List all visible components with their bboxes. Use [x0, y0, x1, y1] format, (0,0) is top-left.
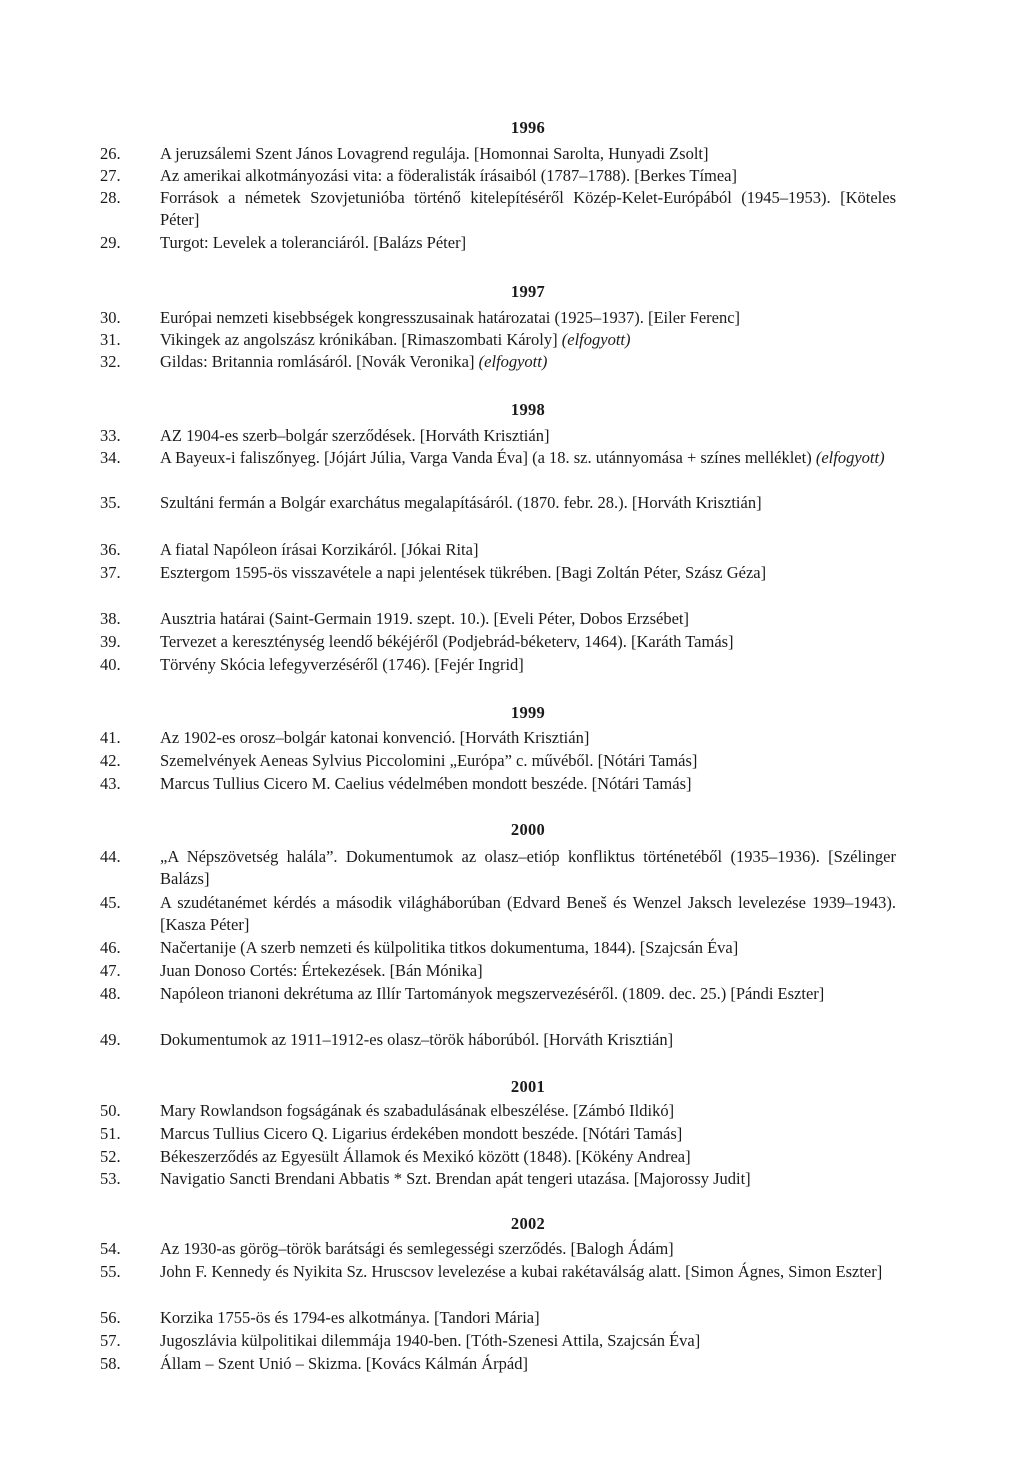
item-text: Turgot: Levelek a toleranciáról. [Balázs Péter]	[160, 233, 467, 252]
item-number: 50.	[100, 1101, 121, 1120]
item-text: Szultáni fermán a Bolgár exarchátus megalapításáról. (1870. febr. 28.). [Horváth Krisztián]	[160, 493, 762, 512]
item-number: 45.	[100, 893, 121, 912]
item-number: 44.	[100, 847, 121, 866]
item-text: Jugoszlávia külpolitikai dilemmája 1940-ben. [Tóth-Szenesi Attila, Szajcsán Éva]	[160, 1331, 701, 1350]
item-text: Ausztria határai (Saint-Germain 1919. szept. 10.). [Eveli Péter, Dobos Erzsébet]	[160, 609, 689, 628]
item-number: 39.	[100, 632, 121, 651]
item-text: John F. Kennedy és Nyikita Sz. Hruscsov levelezése a kubai rakétaválság alatt. [Simon Ágnes, Simon Eszter]	[160, 1262, 883, 1281]
out-of-print-note: (elfogyott)	[478, 352, 548, 371]
item-number: 36.	[100, 540, 121, 559]
item-text: A jeruzsálemi Szent János Lovagrend regulája. [Homonnai Sarolta, Hunyadi Zsolt]	[160, 144, 709, 163]
item-number: 57.	[100, 1331, 121, 1350]
item-number: 55.	[100, 1262, 121, 1281]
item-text: Korzika 1755-ös és 1794-es alkotmánya. [Tandori Mária]	[160, 1308, 540, 1327]
item-text: A Bayeux-i faliszőnyeg. [Jójárt Júlia, Varga Vanda Éva] (a 18. sz. utánnyomása + színes melléklet) (elfogyott)	[160, 448, 885, 467]
item-number: 28.	[100, 188, 121, 207]
item-text: Európai nemzeti kisebbségek kongresszusainak határozatai (1925–1937). [Eiler Ferenc]	[160, 308, 741, 327]
out-of-print-note: (elfogyott)	[815, 448, 885, 467]
item-text: Az 1902-es orosz–bolgár katonai konvenció. [Horváth Krisztián]	[160, 728, 590, 747]
item-number: 56.	[100, 1308, 121, 1327]
item-text: Törvény Skócia lefegyverzéséről (1746). [Fejér Ingrid]	[160, 655, 524, 674]
item-text: Az 1930-as görög–török barátsági és semlegességi szerződés. [Balogh Ádám]	[160, 1239, 674, 1258]
item-text: Vikingek az angolszász krónikában. [Rimaszombati Károly] (elfogyott)	[160, 330, 631, 349]
item-number: 37.	[100, 563, 121, 582]
out-of-print-note: (elfogyott)	[561, 330, 631, 349]
item-number: 34.	[100, 448, 121, 467]
year-heading: 2002	[510, 1214, 546, 1233]
item-number: 49.	[100, 1030, 121, 1049]
item-number: 29.	[100, 233, 121, 252]
year-heading: 2001	[510, 1077, 546, 1096]
item-text: Az amerikai alkotmányozási vita: a föderalisták írásaiból (1787–1788). [Berkes Tímea]	[160, 166, 738, 185]
item-text: A fiatal Napóleon írásai Korzikáról. [Jókai Rita]	[160, 540, 479, 559]
item-text: Marcus Tullius Cicero M. Caelius védelmében mondott beszéde. [Nótári Tamás]	[160, 774, 692, 793]
item-text: AZ 1904-es szerb–bolgár szerződések. [Horváth Krisztián]	[160, 426, 550, 445]
year-heading: 1996	[510, 118, 546, 137]
item-number: 48.	[100, 984, 121, 1003]
item-number: 58.	[100, 1354, 121, 1373]
item-number: 43.	[100, 774, 121, 793]
item-text: A szudétanémet kérdés a második világháborúban (Edvard Beneš és Wenzel Jaksch levelezése 1939–1943). [Kasza Péter]	[160, 893, 896, 934]
item-text: Szemelvények Aeneas Sylvius Piccolomini „Európa” c. művéből. [Nótári Tamás]	[160, 751, 698, 770]
item-number: 32.	[100, 352, 121, 371]
item-number: 47.	[100, 961, 121, 980]
item-text: „A Népszövetség halála”. Dokumentumok az olasz–etióp konfliktus történetéből (1935–1936). [Szélinger Balázs]	[160, 847, 896, 888]
item-number: 51.	[100, 1124, 121, 1143]
item-number: 30.	[100, 308, 121, 327]
year-heading: 1997	[510, 282, 546, 301]
year-heading: 1998	[510, 400, 546, 419]
item-text: Marcus Tullius Cicero Q. Ligarius érdekében mondott beszéde. [Nótári Tamás]	[160, 1124, 683, 1143]
item-number: 53.	[100, 1169, 121, 1188]
year-heading: 1999	[510, 703, 546, 722]
item-number: 41.	[100, 728, 121, 747]
item-number: 52.	[100, 1147, 121, 1166]
item-text: Állam – Szent Unió – Skizma. [Kovács Kálmán Árpád]	[160, 1354, 528, 1373]
item-text: Napóleon trianoni dekrétuma az Illír Tartományok megszervezéséről. (1809. dec. 25.) [Pándi Eszter]	[160, 984, 825, 1003]
item-number: 27.	[100, 166, 121, 185]
item-number: 31.	[100, 330, 121, 349]
item-text: Načertanije (A szerb nemzeti és külpolitika titkos dokumentuma, 1844). [Szajcsán Éva]	[160, 938, 739, 957]
item-number: 46.	[100, 938, 121, 957]
item-text: Juan Donoso Cortés: Értekezések. [Bán Mónika]	[160, 961, 483, 980]
year-heading: 2000	[510, 820, 546, 839]
item-number: 54.	[100, 1239, 121, 1258]
item-number: 35.	[100, 493, 121, 512]
item-text: Navigatio Sancti Brendani Abbatis * Szt. Brendan apát tengeri utazása. [Majorossy Judit]	[160, 1169, 751, 1188]
item-text: Gildas: Britannia romlásáról. [Novák Veronika] (elfogyott)	[160, 352, 548, 371]
item-text: Dokumentumok az 1911–1912-es olasz–török háborúból. [Horváth Krisztián]	[160, 1030, 674, 1049]
item-number: 26.	[100, 144, 121, 163]
item-number: 33.	[100, 426, 121, 445]
item-text: Mary Rowlandson fogságának és szabadulásának elbeszélése. [Zámbó Ildikó]	[160, 1101, 675, 1120]
item-number: 42.	[100, 751, 121, 770]
item-text: Források a németek Szovjetunióba történő kitelepítéséről Közép-Kelet-Európából (1945–1953). [Köteles Péter]	[160, 188, 896, 229]
item-text: Esztergom 1595-ös visszavétele a napi jelentések tükrében. [Bagi Zoltán Péter, Szász Géza]	[160, 563, 767, 582]
item-number: 40.	[100, 655, 121, 674]
item-number: 38.	[100, 609, 121, 628]
item-text: Tervezet a kereszténység leendő békéjéről (Podjebrád-béketerv, 1464). [Karáth Tamás]	[160, 632, 734, 651]
item-text: Békeszerződés az Egyesült Államok és Mexikó között (1848). [Kökény Andrea]	[160, 1147, 691, 1166]
